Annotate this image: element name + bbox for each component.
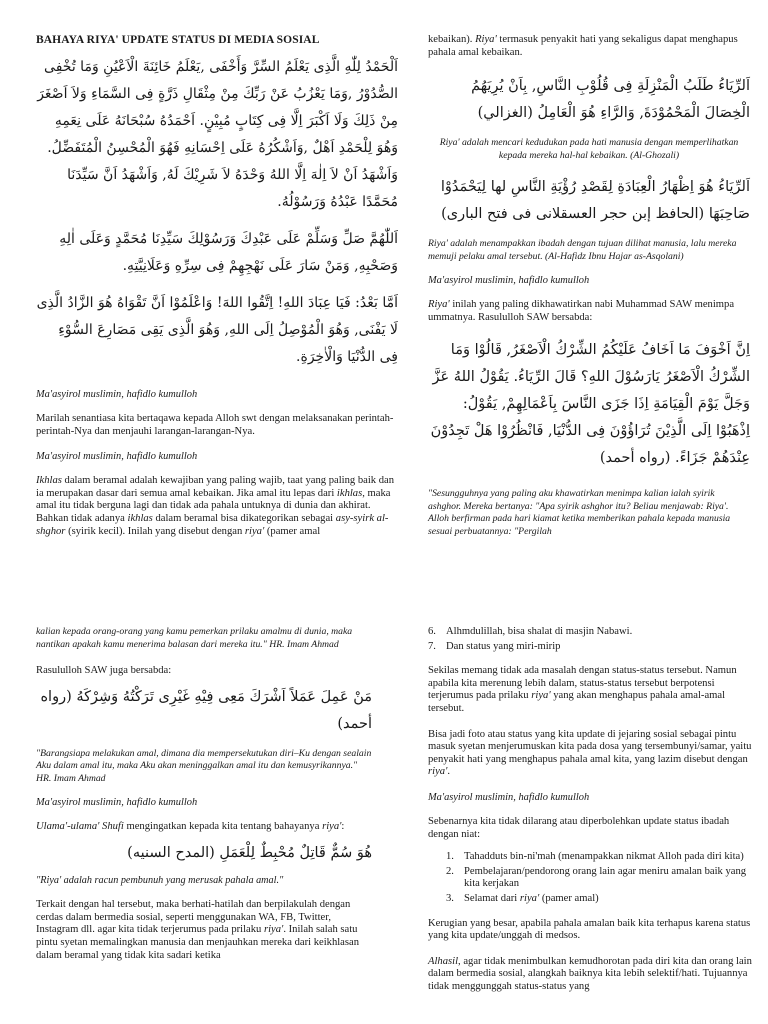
paragraph-alhasil: Alhasil, agar tidak menimbulkan kemudhorotan pada diri kita dan orang lain dalam bermedia sosial, alangkah baiknya kita lebih selektif/hati. Tujuannya tidak menggunggah status-status yang — [428, 955, 752, 992]
paragraph-riya-feared: Riya' inilah yang paling dikhawatirkan nabi Muhammad SAW menimpa ummatnya. Rasululloh SAW bersabda: — [428, 299, 735, 323]
column-1 — [36, 34, 398, 551]
arabic-hadith-shirk: مَنْ عَمِلَ عَمَلاً اَشْرَكَ مَعِى فِيْهِ غَيْرِى تَرَكْتُهُ وَشِرْكَهُ (رواه أحمد) — [40, 688, 372, 732]
translation-hadith: "Sesungguhnya yang paling aku khawatirkan menimpa kalian ialah syirik ashghor. Mereka bertanya: "Apa syirik ashghor itu? Beliau menjawab: Riya'. Alloh berfirman pada hari kiamat ketika memberikan pahala kepada manusia sesuai perbuatannya: "Pergilah — [428, 488, 731, 537]
column-2 — [428, 34, 750, 550]
arabic-amma-badu: اَمَّا بَعْدُ: فَيَا عِبَادَ اللهِ! اِتَّقُوا اللهَ! وَاعْلَمُوْا اَنَّ تَقْوَاهُ هُوَ الزَّادُ الَّذِى لَا يَفْنَى, وَهُوَ الْمُوْصِلُ اِلَى اللهِ, وَهُوَ الَّذِى يَقِى مَصَارِعَ السُّوْءِ فِى الدُّنْيَا وَالْاٰخِرَةِ. — [36, 295, 398, 365]
page-break — [0, 596, 768, 614]
translation-sufi-quote: "Riya' adalah racun pembunuh yang merusak pahala amal." — [36, 874, 284, 886]
paragraph-ulama-sufi: Ulama'-ulama' Shufi mengingatkan kepada kita tentang bahayanya riya': — [36, 821, 345, 833]
salutation: Ma'asyirol muslimin, hafidlo kumulloh — [428, 275, 590, 287]
hadith-intro: Rasululloh SAW juga bersabda: — [36, 665, 172, 676]
translation-ibn-hajar: Riya' adalah menampakkan ibadah dengan tujuan dilihat manusia, lalu mereka memuji pelaku amal tersebut. (Al-Hafidz Ibnu Hajar as-Asqolani) — [428, 238, 737, 262]
arabic-quote-ibn-hajar: اَلرِّيَاءُ هُوَ اِظْهَارُ الْعِبَادَةِ لِقَصْدِ رُؤْيَةِ النَّاسِ لها لِيَحْمَدُوْا صَاحِبَهَا (الحافظ إبن حجر العسقلانى فى فتح البارى) — [440, 179, 750, 223]
salutation: Ma'asyirol muslimin, hafidlo kumulloh — [36, 389, 198, 400]
paragraph-syetan-door: Bisa jadi foto atau status yang kita update di jejaring sosial sebagai pintu masuk syetan menjerumuskan kita pada dosa yang tersembunyi/samar, yaitu penyakit hati yang menghapus pahala amal kita, yang lazim disebut dengan riya'. — [428, 728, 752, 778]
translation-hadith-continuation: kalian kepada orang-orang yang kamu pemerkan prilaku amalmu di dunia, maka nantikan apakah kamu menerima balasan dari mereka itu." HR. Imam Ahmad — [36, 626, 353, 650]
paragraph-status-potential: Sekilas memang tidak ada masalah dengan status-status tersebut. Namun apabila kita merenung lebih dalam, status-status tersebut berpotensi terjerumus pada prilaku riya' yang akan menghapus pahala amal-amal tersebut. — [428, 665, 737, 714]
intentions-list — [428, 851, 754, 905]
translation-hadith-shirk: "Barangsiapa melakukan amal, dimana dia mempersekutukan diri–Ku dengan sealain Aku dalam amal itu, maka Aku akan meninggalkan amal itu dan kemusyrikannya." HR. Imam Ahmad — [36, 747, 372, 784]
paragraph-loss: Kerugian yang besar, apabila pahala amalan baik kita terhapus karena status yang kita update/unggah di medsos. — [428, 917, 751, 942]
list-item: 1. Tahadduts bin-ni'mah (menampakkan nikmat Alloh pada diri kita) — [446, 851, 744, 863]
arabic-opening: اَلْحَمْدُ لِلّٰهِ الَّذِى يَعْلَمُ السِّرَّ وَأَخْفَى ,يَعْلَمُ خَائِنَةَ الْاَعْيُنِ وَمَا تُخْفِى الصُّدُوْرُ ,وَمَا يَعْزُبُ عَنْ رَبِّكَ مِنْ مِثْقَالِ ذَرَّةٍ فِى السَّمَاءِ وَلاَ اَصْغَرَ مِنْ ذَلِكَ وَلَا اَكْبَرَ اِلَّا فِى كِتَابٍ مُبِيْنٍ. اَحْمَدُهُ سُبْحَانَهُ عَلَى نِعَمِهِ وَهُوَ لِلْحَمْدِ اَهْلٌ ,وَاَشْكُرُهُ عَلَى اِحْسَانِهِ فَهُوَ الْمُحْسِنُ الْمُتَفَضِّلُ. وَاَشْهَدُ اَنْ لاَ اِلٰهَ اِلَّا اللهُ وَحْدَهُ لاَ شَرِيْكَ لَهُ, وَاَشْهَدُ اَنَّ سَيِّدَنَا مُحَمَّدًا عَبْدُهُ وَرَسُوْلُهُ. — [37, 59, 398, 210]
arabic-hadith-syirik-ashghor: اِنَّ اَخْوَفَ مَا اَخَافُ عَلَيْكُمُ الشِّرْكُ الْاَصْغَرُ, قَالُوْا وَمَا الشِّرْكُ الْاَصْغَرُ يَارَسُوْلَ اللهِ؟ قَالَ الرِّيَاءُ. يَقُوْلُ اللهُ عَزَّ وَجَلَّ يَوْمَ الْقِيَامَةِ اِذَا جَزَى النَّاسَ بِاَعْمَالِهِمْ, يَقُوْلُ: اِذْهَبُوْا اِلَى الَّذِيْنَ تُرَاؤُوْنَ فِى الدُّنْيَا, فَانْظُرُوْا هَلْ تَجِدُوْنَ عِنْدَهُمْ جَزَاءً. (رواه أحمد) — [430, 342, 750, 467]
translation-ghazali: Riya' adalah mencari kedudukan pada hati manusia dengan memperlihatkan kepada mereka hal-hal kebaikan. (Al-Ghozali) — [439, 137, 739, 161]
list-item: 3. Selamat dari riya' (pamer amal) — [446, 892, 599, 904]
list-item: 2. Pembelajaran/pendorong orang lain agar meniru amalan baik yang kita kerjakan — [446, 865, 747, 890]
salutation: Ma'asyirol muslimin, hafidlo kumulloh — [36, 451, 198, 463]
paragraph-allowed-intentions: Sebenarnya kita tidak dilarang atau diperbolehkan update status ibadah dengan niat: — [428, 815, 730, 840]
paragraph-ikhlas: Ikhlas dalam beramal adalah kewajiban yang paling wajib, taat yang paling baik dan ia merupakan dasar dari semua amal kebaikan. Jika amal itu lepas dari ikhlas, maka amal itu tidak berguna lagi dan tidak ada pahala untuknya di dunia dan akhirat. Bahkan tidak adanya ikhlas dalam beramal bisa dikategorikan sebagai asy-syirk al-shghor (syirik kecil). Inilah yang disebut dengan riya' (pamer amal — [36, 475, 395, 537]
arabic-salawat: اَللّٰهُمَّ صَلِّ وَسَلِّمْ عَلَى عَبْدِكَ وَرَسُوْلِكَ سَيِّدِنَا مُحَمَّدٍ وَعَلَى اٰلِهِ وَصَحْبِهِ, وَمَنْ سَارَ عَلَى نَهْجِهِمْ فِى سِرِّهِ وَعَلَانِيَّتِهِ. — [59, 231, 398, 274]
list-item: 7. Dan status yang miri-mirip — [428, 640, 561, 652]
salutation: Ma'asyirol muslimin, hafidlo kumulloh — [428, 791, 590, 803]
salutation: Ma'asyirol muslimin, hafidlo kumulloh — [36, 797, 198, 809]
paragraph-media-sosial: Terkait dengan hal tersebut, maka berhati-hatilah dan berpilakulah dengan cerdas dalam bermedia sosial, seperti menggunakan WA, FB, Twitter, Instagram dll. agar kita tidak terjerumus pada prilaku riya'. Inilah salah satu pintu syetan memalingkan manusia dan menjauhkan mereka dari keikhlasan dalam beramal yang tidak kita sadari ketika — [36, 899, 360, 961]
column-4 — [428, 626, 754, 1006]
page-title: BAHAYA RIYA' UPDATE STATUS DI MEDIA SOSIAL — [36, 34, 320, 46]
arabic-quote-ghazali: اَلرِّيَاءُ طَلَبُ الْمَنْزِلَةِ فِى قُلُوْبِ النَّاسِ, بِاَنْ يُرِيَهُمُ الْخِصَالَ الْمَحْمُوْدَةَ, وَالرَّاءِ هُوَ الْعَامِلُ (الغزالي) — [471, 78, 750, 122]
paragraph-continuation: kebaikan). Riya' termasuk penyakit hati yang sekaligus dapat menghapus pahala amal kebaikan. — [428, 34, 738, 58]
arabic-sufi-quote: هُوَ سُمٌّ قَاتِلٌ مُحْبِطٌ لِلْعَمَلِ (المدح السنيه) — [127, 844, 372, 861]
column-3 — [36, 626, 372, 975]
status-list-end — [428, 626, 754, 653]
list-item: 6. Alhmdulillah, bisa shalat di masjin Nabawi. — [428, 626, 633, 637]
paragraph-taqwa: Marilah senantiasa kita bertaqawa kepada Alloh swt dengan melaksanakan perintah-perintah-Nya dan menjauhi larangan-larangan-Nya. — [36, 413, 394, 437]
